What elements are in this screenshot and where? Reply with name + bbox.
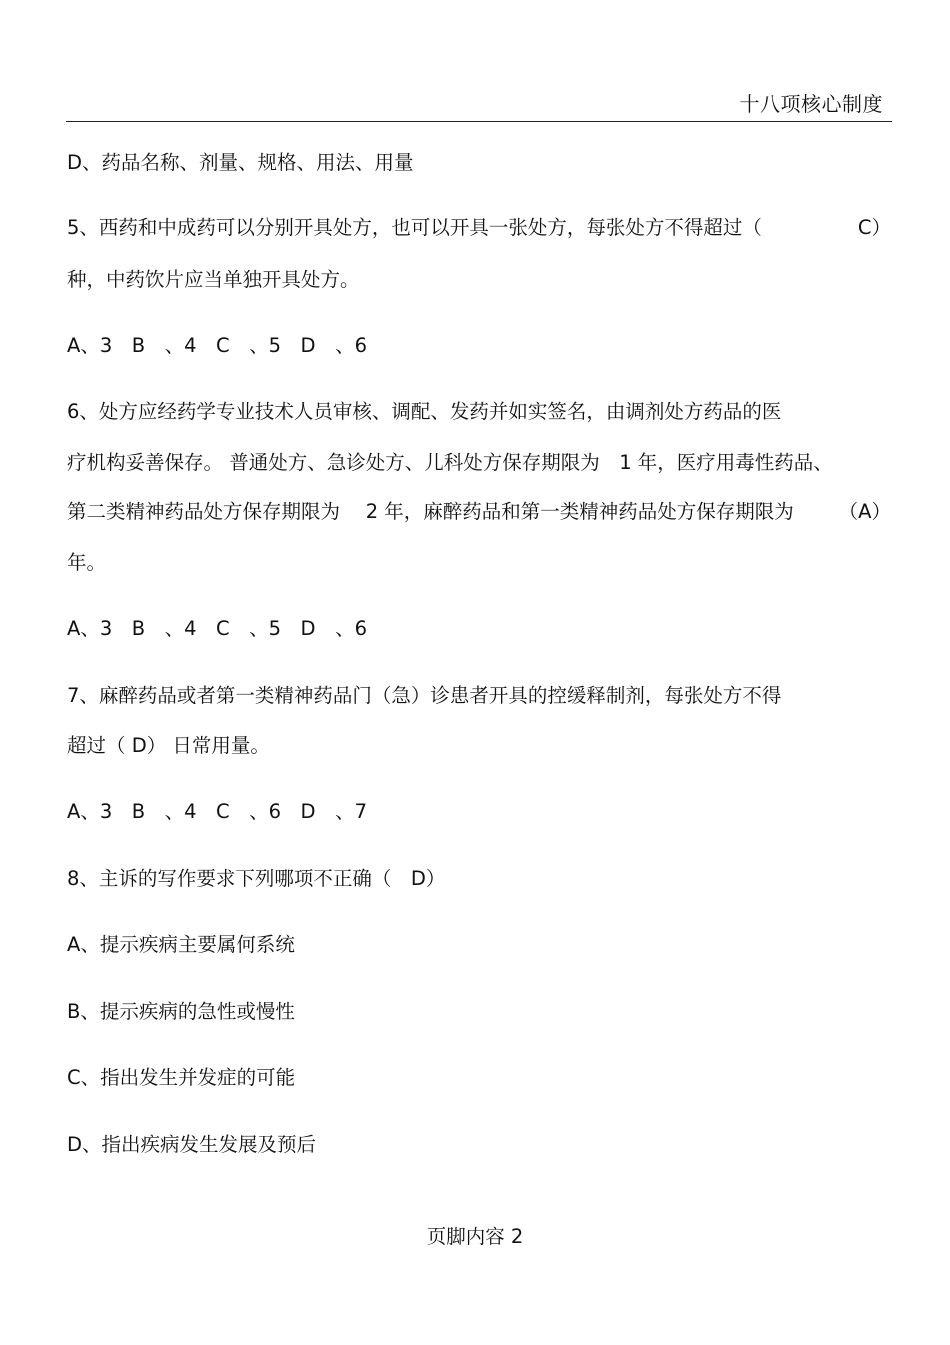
q5-text-a: 5、西药和中成药可以分别开具处方，也可以开具一张处方，每张处方不得超过（	[67, 216, 762, 239]
header-divider	[66, 121, 892, 122]
q8-question: 8、主诉的写作要求下列哪项不正确（ D）	[67, 867, 446, 890]
page-header-title: 十八项核心制度	[739, 92, 883, 116]
q5-answer: C）	[857, 216, 891, 239]
q8-option-d: D、指出疾病发生发展及预后	[67, 1133, 317, 1156]
q6-question-line-4: 年。	[67, 551, 107, 574]
q8-option-c: C、指出发生并发症的可能	[67, 1066, 296, 1089]
q4-option-d: D、药品名称、剂量、规格、用法、用量	[67, 151, 414, 174]
q8-option-a: A、提示疾病主要属何系统	[67, 933, 295, 956]
q8-option-b: B、提示疾病的急性或慢性	[67, 1000, 295, 1023]
q7-options: A、3 B 、4 C 、6 D 、7	[67, 800, 367, 823]
q6-question-line-2: 疗机构妥善保存。 普通处方、急诊处方、儿科处方保存期限为 1 年，医疗用毒性药品、	[67, 451, 833, 474]
q5-question-line-2: 种，中药饮片应当单独开具处方。	[67, 268, 360, 291]
q6-options: A、3 B 、4 C 、5 D 、6	[67, 617, 367, 640]
q5-question-line-1	[67, 216, 891, 240]
q6-answer: （A）	[838, 500, 891, 523]
q7-question-line-1: 7、麻醉药品或者第一类精神药品门（急）诊患者开具的控缓释制剂，每张处方不得	[67, 684, 782, 707]
page-footer: 页脚内容 2	[426, 1225, 524, 1248]
q6-question-line-3	[67, 500, 891, 524]
q6-text-c1: 第二类精神药品处方保存期限为 2 年，麻醉药品和第一类精神药品处方保存期限为	[67, 500, 794, 523]
q5-options: A、3 B 、4 C 、5 D 、6	[67, 334, 367, 357]
q7-question-line-2: 超过（ D） 日常用量。	[67, 734, 270, 757]
q6-question-line-1: 6、处方应经药学专业技术人员审核、调配、发药并如实签名，由调剂处方药品的医	[67, 400, 782, 423]
